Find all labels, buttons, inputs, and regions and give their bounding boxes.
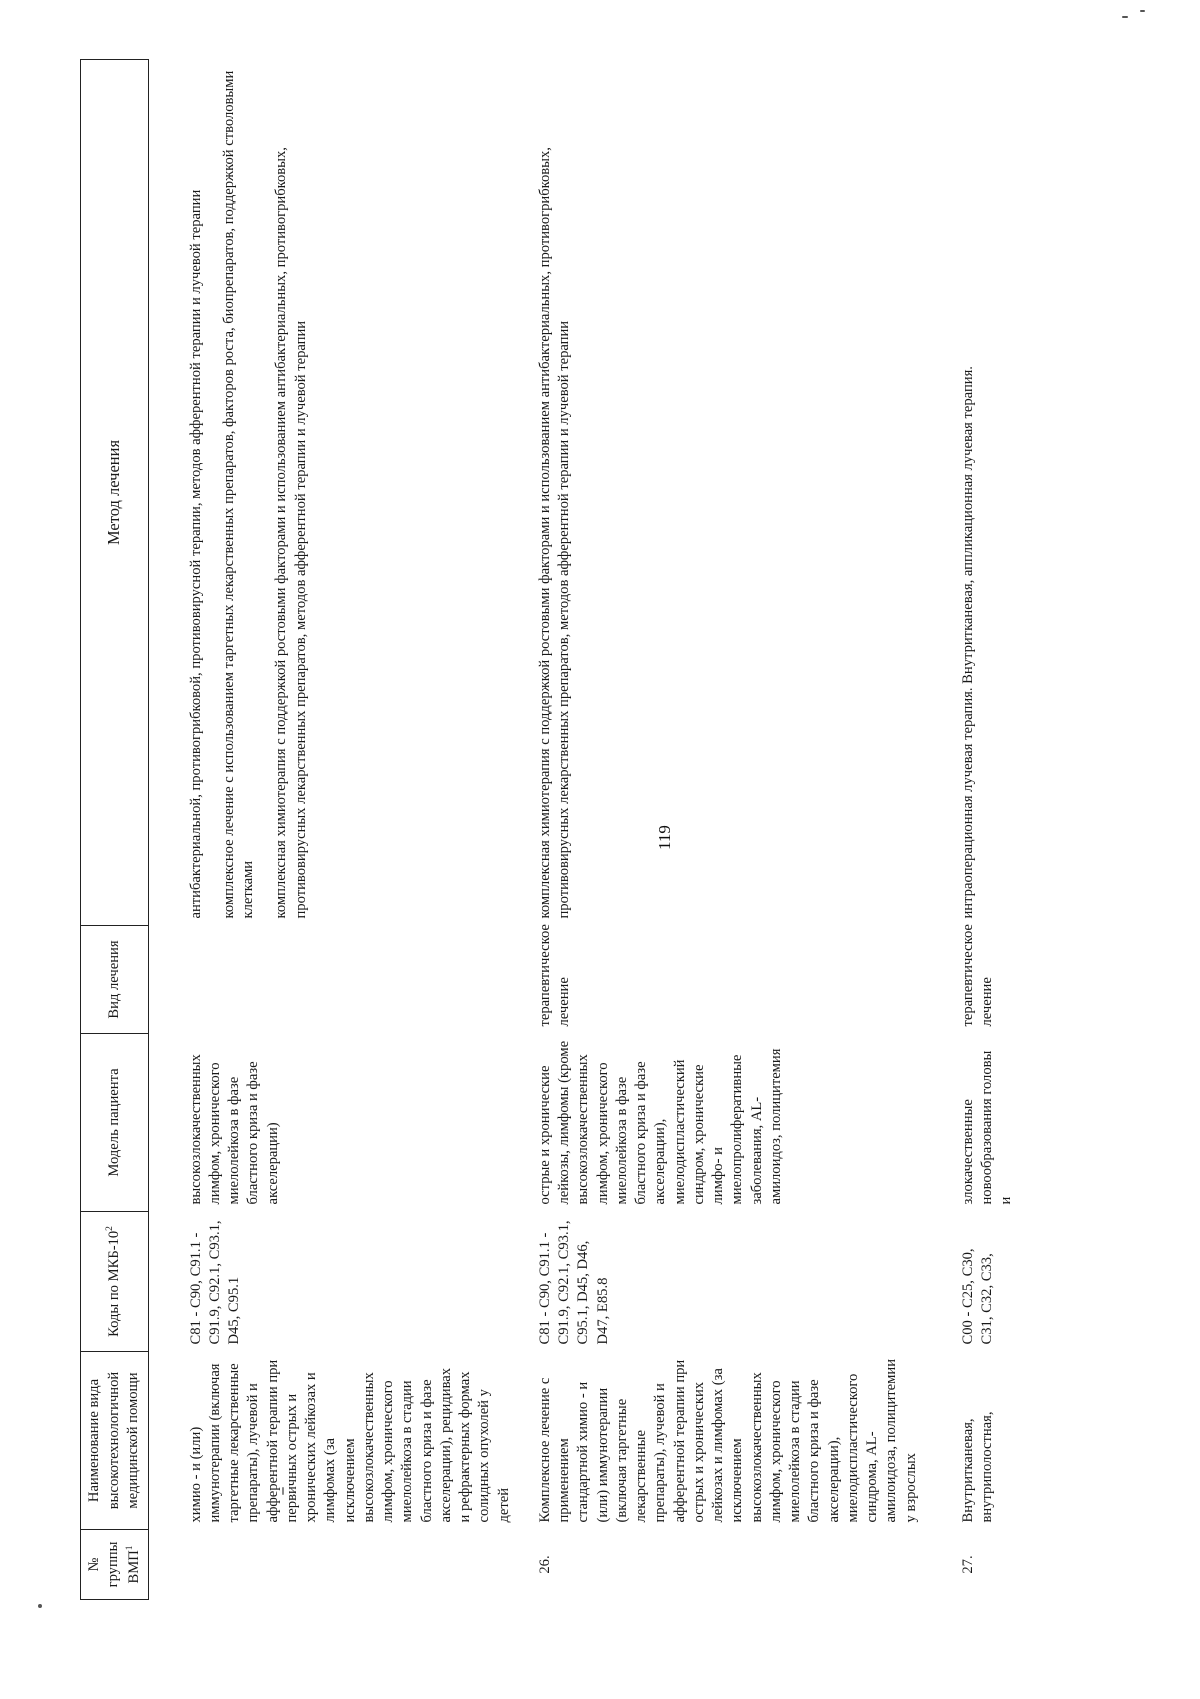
scan-speck [38,1604,42,1608]
header-name: Наименование вида высокотехнологичной медицинской помощи [81,1352,149,1530]
row-name: Комплексное лечение с применением стандартной химио - и (или) иммунотерапии (включая таргетные лекарственные препараты), лучевой и афферентной терапии при острых и хронических лейкозах и лимфомах (за исключением высокозлокачественных лимфом, хронического миелолейкоза в стадии бластного криза и фазе акселерации), миелодиспластического синдрома, AL-амилоидоза, полицитемии у взрослых [536,1358,919,1523]
row-model: злокачественные новообразования головы и [959,1050,1015,1205]
page-number: 119 [655,825,674,850]
scan-speck [1122,16,1128,18]
header-row [81,60,149,1600]
method-item: интраоперационная лучевая терапия. Внутритканевая, аппликационная лучевая терапия. [959,366,976,919]
row-number: 27. [959,1555,976,1574]
row-name: Внутритканевая, внутриполостная, [959,1411,996,1523]
header-codes: Коды по МКБ-$10^2$ [81,1212,149,1352]
scan-speck [1140,10,1145,12]
method-item: комплексное лечение с использованием таргетных лекарственных препаратов, факторов роста, биопрепаратов, поддержкой стволовыми клетками [220,70,257,919]
header-group-number: № группы ВМП$^1$ [81,1530,149,1600]
header-model: Модель пациента [81,1034,149,1212]
row-methods [148,60,518,926]
treatment-table [80,59,1021,1600]
header-treatment-type: Вид лечения [81,926,149,1034]
row-treatment-type [148,926,518,1034]
row-codes: C81 - C90, C91.1 - C91.9, C92.1, C93.1, C95.1, D45, D46, D47, E85.8 [536,1220,611,1345]
table-row [518,60,925,1600]
row-codes: C00 - C25, C30, C31, C32, C33, [959,1248,996,1345]
row-treatment-type: терапевтическое лечение [536,924,573,1027]
method-item: комплексная химиотерапия с поддержкой ростовыми факторами и использованием антибактериальных, противогрибковых, противовирусных лекарственных препаратов, методов афферентной терапии и лучевой терапии [536,147,573,919]
row-number [148,1530,518,1600]
row-number: 26. [536,1555,553,1574]
row-methods [518,60,925,926]
table-row [148,60,518,1600]
method-item: комплексная химиотерапия с поддержкой ростовыми факторами и использованием антибактериальных, противогрибковых, противовирусных лекарственных препаратов, методов афферентной терапии и лучевой терапии [273,147,309,919]
row-methods [925,60,1021,926]
row-treatment-type: терапевтическое лечение [959,924,996,1027]
row-model: острые и хронические лейкозы, лимфомы (кроме высокозлокачественных лимфом, хронического миелолейкоза в фазе бластного криза и фазе акселерации), миелодиспластический синдром, хронические лимфо- и миелопролиферативные заболевания, AL-амилоидоз, полицитемия [536,1040,784,1205]
row-model: высокозлокачественных лимфом, хронического миелолейкоза в фазе бластного криза и фазе акселерации) [187,1054,281,1205]
scan-speck [282,1487,284,1495]
header-method: Метод лечения [81,60,149,926]
row-codes: C81 - C90, C91.1 - C91.9, C92.1, C93.1, D45, C95.1 [187,1220,243,1345]
method-item: антибактериальной, противогрибковой, противовирусной терапии, методов афферентной терапии и лучевой терапии [187,189,204,919]
table-row [925,60,1021,1600]
rotated-table-container [80,60,1015,1600]
row-name: химио - и (или) иммунотерапии (включая таргетные лекарственные препараты), лучевой и афферентной терапии при первичных острых и хронических лейкозах и лимфомах (за исключением высокозлокачественных лимфом, хронического миелолейкоза в стадии бластного криза и фазе акселерации), рецидивах и рефрактерных формах солидных опухолей у детей [187,1359,512,1523]
